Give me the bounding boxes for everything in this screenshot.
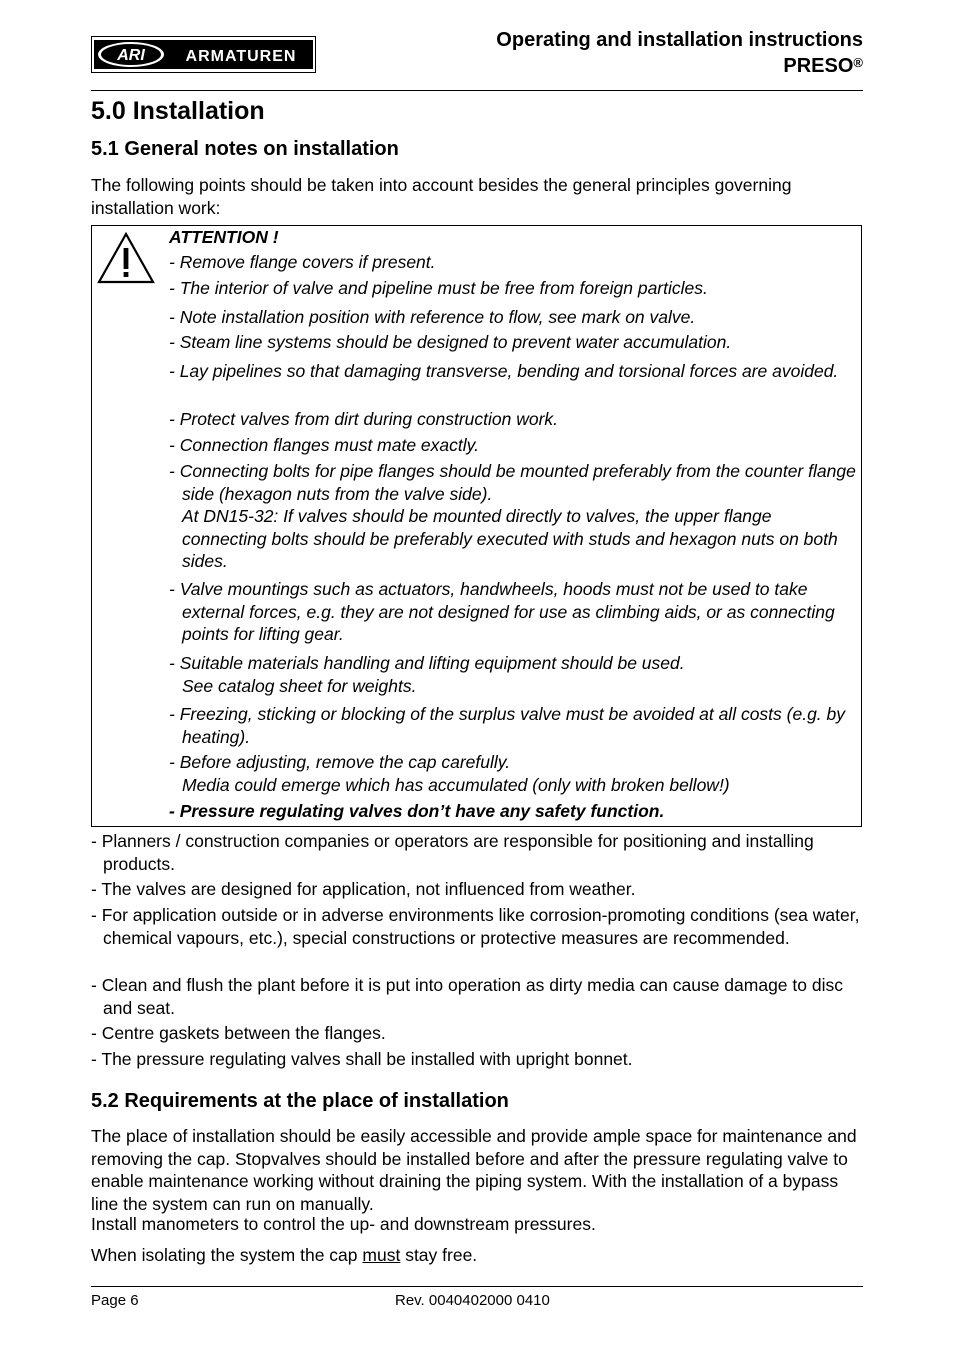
registered-mark: ® <box>853 55 863 70</box>
installation-note: - The pressure regulating valves shall be installed with upright bonnet. <box>91 1049 633 1069</box>
section-5-2-paragraph: The place of installation should be easily accessible and provide ample space for maintenance and removing the cap. Stopvalves should be installed before and after the pressure regulating valve to enable maintenance working without draining the piping system. With the installation of a bypass line the system can run on manually. <box>91 1126 857 1214</box>
attention-item-note: At DN15-32: If valves should be mounted directly to valves, the upper flange connecting bolts should be preferably executed with studs and hexagon nuts on both sides. <box>182 506 838 571</box>
product-name: PRESO <box>783 55 854 77</box>
attention-item: - Freezing, sticking or blocking of the surplus valve must be avoided at all costs (e.g. by heating). <box>169 704 846 747</box>
logo-word: ARMATUREN <box>185 48 297 65</box>
attention-item: - Steam line systems should be designed to prevent water accumulation. <box>169 332 732 352</box>
attention-item-note: See catalog sheet for weights. <box>182 676 417 696</box>
warning-triangle-icon <box>96 231 156 285</box>
attention-item: - Before adjusting, remove the cap carefully. <box>169 752 511 772</box>
revision-number: Rev. 0040402000 0410 <box>395 1292 550 1309</box>
section-5-1-heading: 5.1 General notes on installation <box>91 138 399 160</box>
attention-item: - Suitable materials handling and lifting equipment should be used. <box>169 653 685 673</box>
document-title-line1: Operating and installation instructions <box>496 29 863 51</box>
attention-item: - Note installation position with reference to flow, see mark on valve. <box>169 307 696 327</box>
attention-title: ATTENTION ! <box>169 227 279 247</box>
attention-item-note: Media could emerge which has accumulated (only with broken bellow!) <box>182 775 730 795</box>
attention-box <box>91 225 862 827</box>
emphasis-must: must <box>362 1245 401 1265</box>
document-title <box>496 27 863 79</box>
ari-logo-icon <box>91 36 316 73</box>
attention-item: - The interior of valve and pipeline must be free from foreign particles. <box>169 278 708 298</box>
installation-note: - Clean and flush the plant before it is put into operation as dirty media can cause damage to disc and seat. <box>91 975 843 1018</box>
installation-note: - Centre gaskets between the flanges. <box>91 1023 386 1043</box>
attention-item: - Remove flange covers if present. <box>169 252 436 272</box>
section-5-1-intro: The following points should be taken into account besides the general principles governing installation work: <box>91 175 792 218</box>
section-5-0-heading: 5.0 Installation <box>91 97 265 125</box>
attention-item: - Protect valves from dirt during construction work. <box>169 409 559 429</box>
attention-item-safety: - Pressure regulating valves don’t have any safety function. <box>169 801 665 821</box>
installation-note: - Planners / construction companies or operators are responsible for positioning and installing products. <box>91 831 814 874</box>
attention-item: - Lay pipelines so that damaging transverse, bending and torsional forces are avoided. <box>169 361 839 381</box>
footer-divider <box>91 1286 863 1287</box>
section-5-2-cap-note: When isolating the system the cap must stay free. <box>91 1245 478 1265</box>
ari-logo <box>91 36 316 73</box>
attention-item: - Connection flanges must mate exactly. <box>169 435 479 455</box>
attention-item: - Connecting bolts for pipe flanges should be mounted preferably from the counter flange side (hexagon nuts from the valve side). <box>169 461 856 504</box>
attention-item: - Valve mountings such as actuators, handwheels, hoods must not be used to take external forces, e.g. they are not designed for use as climbing aids, or as connecting points for lifting gear. <box>169 579 835 644</box>
installation-note: - The valves are designed for application, not influenced from weather. <box>91 879 636 899</box>
document-title-line2 <box>496 53 863 79</box>
header-divider <box>91 90 863 91</box>
logo-mark: ARI <box>117 47 145 64</box>
page-number: Page 6 <box>91 1292 139 1309</box>
installation-note: - For application outside or in adverse environments like corrosion-promoting conditions (sea water, chemical vapours, etc.), special constructions or protective measures are recommended. <box>91 905 860 948</box>
section-5-2-heading: 5.2 Requirements at the place of installation <box>91 1090 509 1112</box>
section-5-2-manometers: Install manometers to control the up- and downstream pressures. <box>91 1214 596 1234</box>
